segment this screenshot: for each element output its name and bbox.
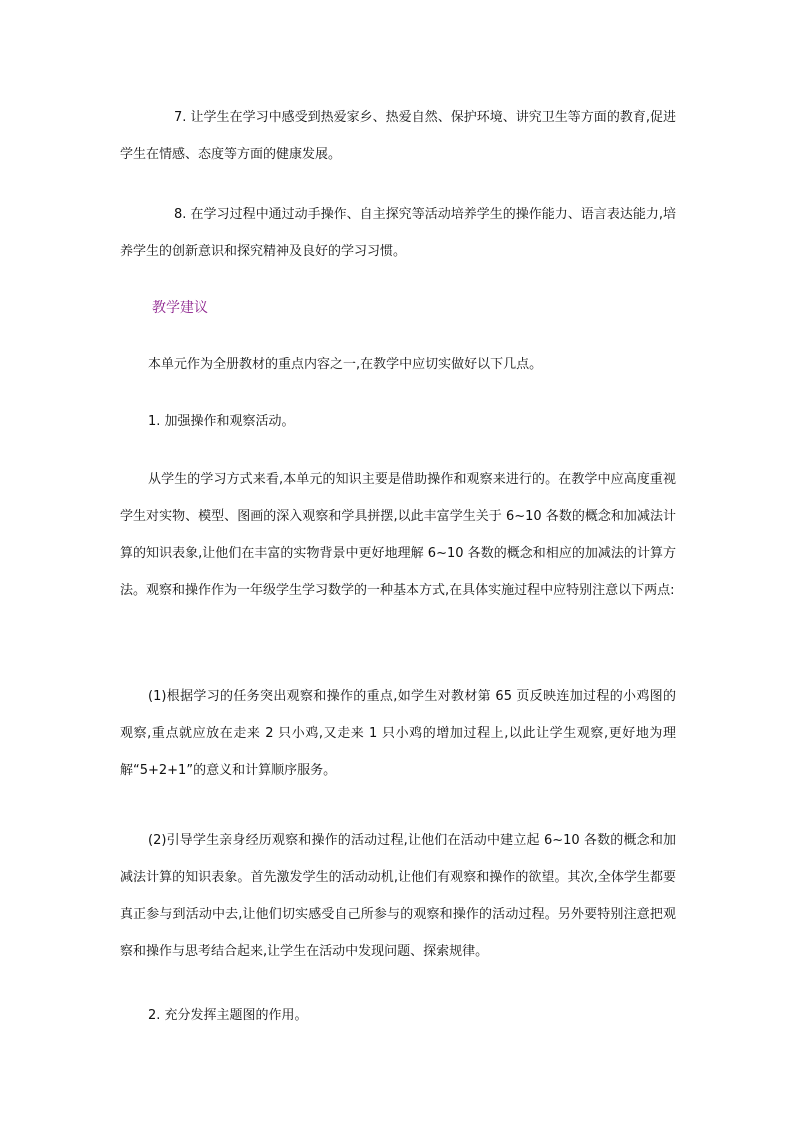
sub-point-1: (1)根据学习的任务突出观察和操作的重点,如学生对教材第 65 页反映连加过程的小鸡图的观察,重点就应放在走来 2 只小鸡,又走来 1 只小鸡的增加过程上,以此让学生观察,更好地为理解“5+2+1”的意义和计算顺序服务。 [120,689,676,778]
point-1-body: 从学生的学习方式来看,本单元的知识主要是借助操作和观察来进行的。在教学中应高度重视学生对实物、模型、图画的深入观察和学具拼摆,以此丰富学生关于 6~10 各数的概念和加减法计算的知识表象,让他们在丰富的实物背景中更好地理解 6~10 各数的概念和相应的加减法的计算方法。观察和操作作为一年级学生学习数学的一种基本方式,在具体实施过程中应特别注意以下两点: [120,472,676,598]
point-2-title: 2. 充分发挥主题图的作用。 [148,1008,308,1023]
paragraph-intro: 本单元作为全册教材的重点内容之一,在教学中应切实做好以下几点。 [148,357,543,372]
point-1-title: 1. 加强操作和观察活动。 [148,414,295,429]
paragraph-goal-7: 7. 让学生在学习中感受到热爱家乡、热爱自然、保护环境、讲究卫生等方面的教育,促进学生在情感、态度等方面的健康发展。 [120,110,676,162]
paragraph-goal-8: 8. 在学习过程中通过动手操作、自主探究等活动培养学生的操作能力、语言表达能力,培养学生的创新意识和探究精神及良好的学习习惯。 [120,207,676,259]
section-heading-teaching-suggestions: 教学建议 [152,300,208,316]
sub-point-2: (2)引导学生亲身经历观察和操作的活动过程,让他们在活动中建立起 6~10 各数的概念和加减法计算的知识表象。首先激发学生的活动动机,让他们有观察和操作的欲望。其次,全体学生都要真正参与到活动中去,让他们切实感受自己所参与的观察和操作的活动过程。另外要特别注意把观察和操作与思考结合起来,让学生在活动中发现问题、探索规律。 [120,833,676,959]
